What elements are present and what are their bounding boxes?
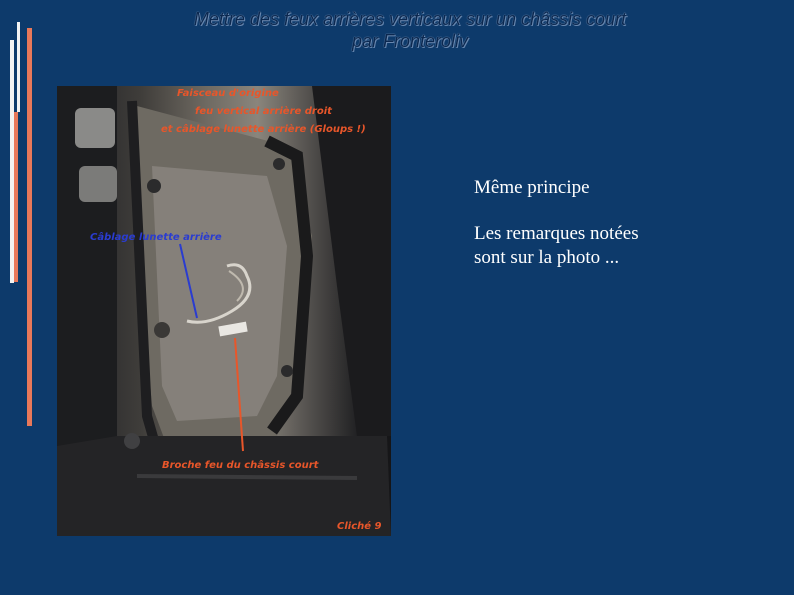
title-line-1: Mettre des feux arrières verticaux sur un châssis court [193, 9, 627, 29]
remarks-line-1: Les remarques notées [474, 223, 639, 244]
decor-bar-orange-2 [14, 112, 18, 282]
paragraph-remarks [474, 222, 734, 270]
annotation-top-line-1: Faisceau d'origine [177, 88, 279, 99]
annotation-top-line-2: feu vertical arrière droit [195, 106, 332, 117]
photo-credit: Cliché 9 [337, 521, 382, 532]
decor-bar-orange-1 [27, 28, 32, 426]
slide-title [90, 8, 730, 52]
remarks-line-2: sont sur la photo ... [474, 247, 620, 268]
photo-rear-light [57, 86, 391, 536]
annotation-short-chassis-pin: Broche feu du châssis court [162, 460, 319, 471]
annotation-rear-window-wiring: Câblage lunette arrière [90, 232, 222, 243]
slide-body [474, 176, 734, 292]
decor-bar-white-2 [17, 22, 20, 112]
paragraph-same-principle: Même principe [474, 177, 590, 198]
title-line-2: par Fronteroliv [351, 31, 469, 51]
annotation-top-line-3: et câblage lunette arrière (Gloups !) [161, 124, 366, 135]
